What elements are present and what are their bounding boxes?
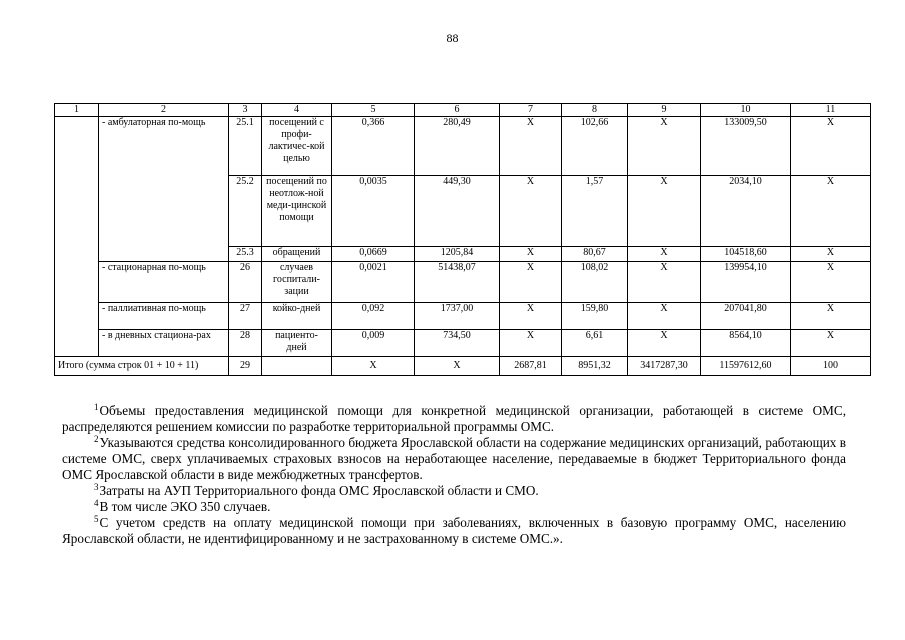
value-cell: Х [500,330,562,357]
row-code-cell: 25.1 [229,117,262,176]
footnote [62,515,846,547]
value-cell: Х [791,262,871,303]
value-cell: 104518,60 [701,247,791,262]
value-cell: Х [415,357,500,376]
value-cell: 734,50 [415,330,500,357]
column-header: 2 [99,104,229,117]
row-name-cell: - паллиативная по-мощь [99,303,229,330]
value-cell: 139954,10 [701,262,791,303]
table-header-row [55,104,871,117]
column-header: 8 [562,104,628,117]
value-cell: 0,092 [332,303,415,330]
row-code-cell: 29 [229,357,262,376]
column-header: 6 [415,104,500,117]
column-header: 11 [791,104,871,117]
value-cell: Х [500,303,562,330]
table-row [55,262,871,303]
row-unit-cell: койко-дней [262,303,332,330]
footnote [62,499,846,515]
value-cell: 133009,50 [701,117,791,176]
value-cell: 80,67 [562,247,628,262]
value-cell: Х [791,176,871,247]
column-header: 4 [262,104,332,117]
blank-cell [55,117,99,357]
value-cell: 8951,32 [562,357,628,376]
footnote-text: Указываются средства консолидированного бюджета Ярославской области на содержание медицинских организаций, работающих в системе ОМС, сверх уплачиваемых страховых взносов на неработающее население, передаваемые в бюджет Территориального фонда ОМС Ярославской области в виде межбюджетных трансфертов. [62,435,846,482]
value-cell: Х [791,303,871,330]
row-unit-cell [262,357,332,376]
footnote-text: Объемы предоставления медицинской помощи для конкретной медицинской организации, работающей в системе ОМС, распределяются решением комиссии по разработке территориальной программы ОМС. [62,403,846,434]
row-name-cell: - амбулаторная по-мощь [99,117,229,262]
column-header: 9 [628,104,701,117]
value-cell: Х [628,330,701,357]
value-cell: Х [628,117,701,176]
value-cell: 207041,80 [701,303,791,330]
value-cell: 2034,10 [701,176,791,247]
value-cell: 108,02 [562,262,628,303]
value-cell: 159,80 [562,303,628,330]
value-cell: 1737,00 [415,303,500,330]
value-cell: Х [791,247,871,262]
value-cell: 6,61 [562,330,628,357]
value-cell: 0,366 [332,117,415,176]
row-code-cell: 25.2 [229,176,262,247]
row-code-cell: 27 [229,303,262,330]
row-code-cell: 28 [229,330,262,357]
footnote-mark: 3 [94,482,99,492]
row-name-cell: - в дневных стациона-рах [99,330,229,357]
page-number: 88 [446,31,459,45]
value-cell: 1205,84 [415,247,500,262]
footnote-mark: 2 [94,434,99,444]
value-cell: 0,0669 [332,247,415,262]
footnotes [62,403,846,547]
value-cell: 11597612,60 [701,357,791,376]
row-unit-cell: посещений по неотлож-ной меди-цинской помощи [262,176,332,247]
value-cell: Х [628,247,701,262]
value-cell: 3417287,30 [628,357,701,376]
value-cell: 280,49 [415,117,500,176]
footnote [62,483,846,499]
table-row [55,303,871,330]
footnote-mark: 4 [94,498,99,508]
row-name-cell: - стационарная по-мощь [99,262,229,303]
value-cell: Х [500,262,562,303]
footnote-mark: 5 [94,514,99,524]
column-header: 7 [500,104,562,117]
footnote-text: Затраты на АУП Территориального фонда ОМС Ярославской области и СМО. [99,483,539,498]
column-header: 3 [229,104,262,117]
column-header: 1 [55,104,99,117]
value-cell: 1,57 [562,176,628,247]
table-row [55,117,871,176]
value-cell: Х [500,247,562,262]
total-label-cell: Итого (сумма строк 01 + 10 + 11) [55,357,229,376]
value-cell: 102,66 [562,117,628,176]
table-total-row [55,357,871,376]
value-cell: 0,0021 [332,262,415,303]
value-cell: 449,30 [415,176,500,247]
value-cell: 0,0035 [332,176,415,247]
footnote [62,403,846,435]
footnote-text: С учетом средств на оплату медицинской помощи при заболеваниях, включенных в базовую программу ОМС, населению Ярославской области, не идентифицированному и не застрахованному в системе ОМС.». [62,515,846,546]
value-cell: Х [500,176,562,247]
value-cell: 51438,07 [415,262,500,303]
value-cell: Х [628,303,701,330]
footnote-mark: 1 [94,402,99,412]
value-cell: 2687,81 [500,357,562,376]
column-header: 10 [701,104,791,117]
data-table [54,103,871,376]
value-cell: Х [332,357,415,376]
footnote [62,435,846,483]
column-header: 5 [332,104,415,117]
value-cell: Х [628,176,701,247]
table-row [55,330,871,357]
row-code-cell: 26 [229,262,262,303]
row-code-cell: 25.3 [229,247,262,262]
value-cell: 100 [791,357,871,376]
footnote-text: В том числе ЭКО 350 случаев. [99,499,271,514]
row-unit-cell: случаев госпитали-зации [262,262,332,303]
value-cell: Х [500,117,562,176]
row-unit-cell: обращений [262,247,332,262]
value-cell: 8564,10 [701,330,791,357]
value-cell: Х [791,117,871,176]
row-unit-cell: посещений с профи-лактичес-кой целью [262,117,332,176]
row-unit-cell: пациенто-дней [262,330,332,357]
value-cell: Х [791,330,871,357]
value-cell: 0,009 [332,330,415,357]
value-cell: Х [628,262,701,303]
